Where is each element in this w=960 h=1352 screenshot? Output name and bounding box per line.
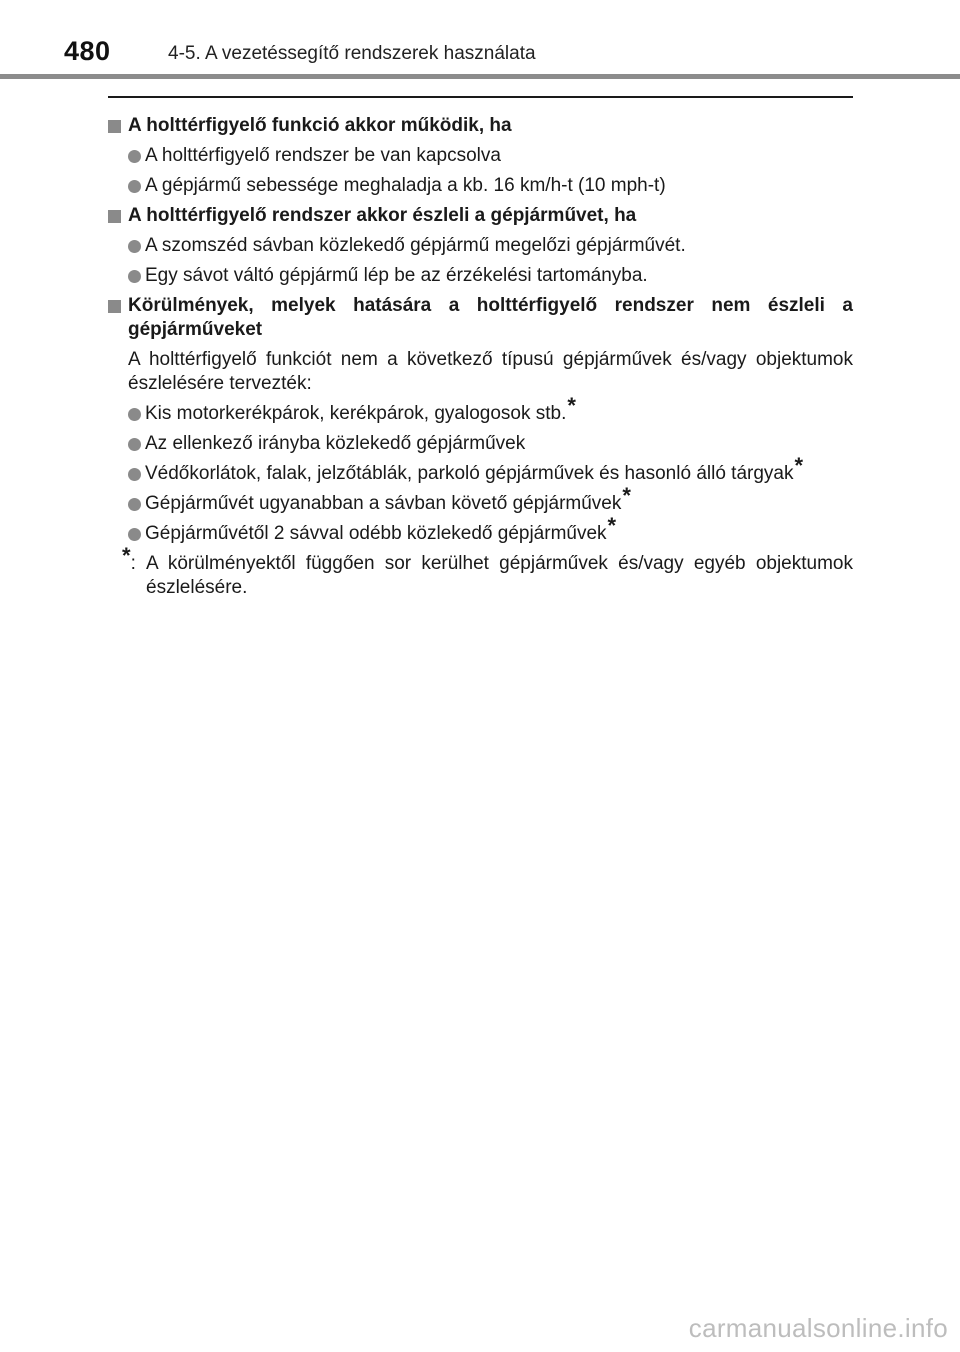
section-heading-text: A holttérfigyelő rendszer akkor észleli a gépjárművet, ha xyxy=(128,205,637,226)
footnote-star-icon: * xyxy=(607,513,617,538)
list-item xyxy=(108,393,853,426)
list-item xyxy=(108,264,853,288)
circle-bullet-icon xyxy=(128,528,141,541)
page-number: 480 xyxy=(64,36,111,66)
list-item-text: A szomszéd sávban közlekedő gépjármű megelőzi gépjárművét. xyxy=(145,235,686,256)
circle-bullet-icon xyxy=(128,150,141,163)
page-body xyxy=(108,108,853,600)
list-item xyxy=(108,144,853,168)
circle-bullet-icon xyxy=(128,270,141,283)
section-intro: A holttérfigyelő funkciót nem a következő típusú gépjárművek és/vagy objektumok észlelésére tervezték: xyxy=(128,349,853,394)
circle-bullet-icon xyxy=(128,240,141,253)
footnote-separator: : xyxy=(130,553,136,574)
list-item xyxy=(108,483,853,516)
circle-bullet-icon xyxy=(128,180,141,193)
square-bullet-icon xyxy=(108,300,121,313)
footnote-star-icon: * xyxy=(567,393,576,418)
footnote-star-icon: * xyxy=(622,483,631,508)
list-item xyxy=(108,513,853,546)
square-bullet-icon xyxy=(108,210,121,223)
section-heading-text: Körülmények, melyek hatására a holttérfigyelő rendszer nem észleli a gépjárműveket xyxy=(128,295,853,340)
list-item-text: Az ellenkező irányba közlekedő gépjárművek xyxy=(145,433,526,454)
header-divider xyxy=(0,74,960,79)
list-item-text: Kis motorkerékpárok, kerékpárok, gyalogosok stb. xyxy=(145,403,567,424)
section-heading xyxy=(108,294,853,342)
circle-bullet-icon xyxy=(128,498,141,511)
circle-bullet-icon xyxy=(128,468,141,481)
watermark: carmanualsonline.info xyxy=(688,1313,948,1343)
list-item xyxy=(108,432,853,456)
list-item-text: A holttérfigyelő rendszer be van kapcsolva xyxy=(145,145,501,166)
list-item-text: Gépjárművétől 2 sávval odébb közlekedő gépjárművek xyxy=(145,523,607,544)
footnote xyxy=(108,543,853,600)
footnote-star-icon: * xyxy=(122,543,131,568)
circle-bullet-icon xyxy=(128,408,141,421)
square-bullet-icon xyxy=(108,120,121,133)
circle-bullet-icon xyxy=(128,438,141,451)
footnote-text: A körülményektől függően sor kerülhet gépjárművek és/vagy egyéb objektumok észlelésére. xyxy=(146,553,853,598)
list-item xyxy=(108,234,853,258)
section-heading xyxy=(108,114,853,138)
list-item-text: A gépjármű sebessége meghaladja a kb. 16 km/h-t (10 mph-t) xyxy=(145,175,666,196)
page-header xyxy=(0,0,960,80)
list-item xyxy=(108,174,853,198)
footnote-star-icon: * xyxy=(794,453,804,478)
footnote-marker xyxy=(122,543,136,576)
list-item xyxy=(108,453,853,486)
section-divider xyxy=(108,96,853,98)
chapter-title: 4-5. A vezetéssegítő rendszerek használata xyxy=(168,43,536,64)
section-heading xyxy=(108,204,853,228)
list-item-text: Védőkorlátok, falak, jelzőtáblák, parkoló gépjárművek és hasonló álló tárgyak xyxy=(145,463,794,484)
list-item-text: Gépjárművét ugyanabban a sávban követő gépjárművek xyxy=(145,493,622,514)
section-heading-text: A holttérfigyelő funkció akkor működik, ha xyxy=(128,115,512,136)
list-item-text: Egy sávot váltó gépjármű lép be az érzékelési tartományba. xyxy=(145,265,648,286)
